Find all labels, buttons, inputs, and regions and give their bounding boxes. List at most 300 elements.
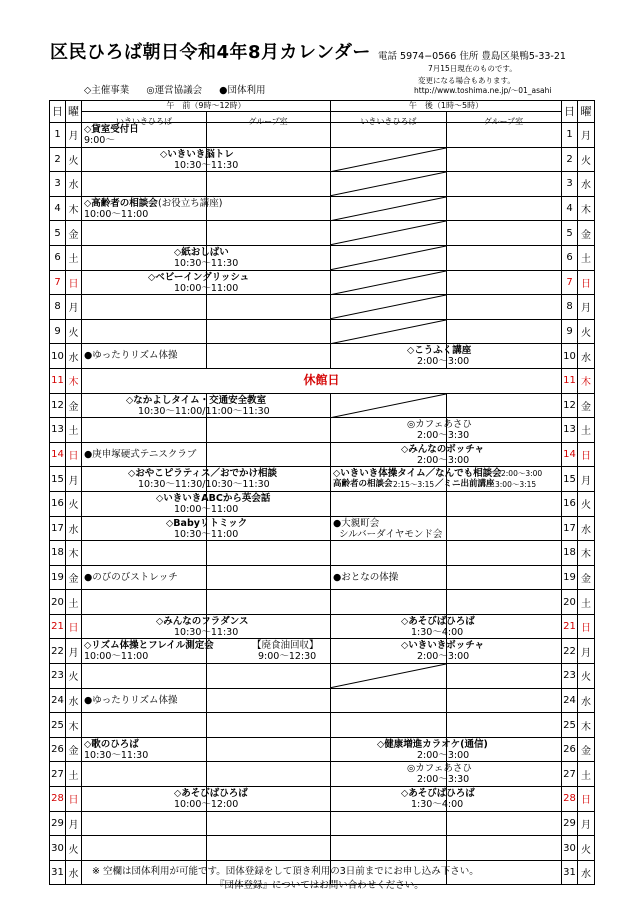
day-number-right: 21	[562, 614, 578, 639]
day-number-right: 26	[562, 737, 578, 762]
weekday: 木	[66, 368, 82, 393]
day-number-right: 20	[562, 590, 578, 615]
room-divider	[206, 566, 207, 590]
day-number-right: 31	[562, 860, 578, 885]
day-row	[50, 787, 595, 812]
day-row	[50, 491, 595, 516]
pm-cell	[331, 245, 562, 270]
weekday: 木	[66, 196, 82, 221]
day-number: 18	[50, 541, 66, 566]
day-row	[50, 713, 595, 738]
weekday-right: 金	[578, 737, 595, 762]
day-number: 10	[50, 344, 66, 369]
legend-item: ●団体利用	[219, 85, 266, 96]
day-number-right: 10	[562, 344, 578, 369]
event-entry: ◇こうふく講座	[407, 345, 472, 357]
unavailable-slash	[331, 394, 561, 418]
am-cell	[82, 541, 331, 566]
weekday: 日	[66, 787, 82, 812]
header-weekday: 曜	[66, 101, 82, 123]
am-cell	[82, 688, 331, 713]
unavailable-slash	[331, 172, 561, 196]
day-number: 15	[50, 467, 66, 492]
am-cell	[82, 147, 331, 172]
am-cell	[82, 590, 331, 615]
unavailable-slash	[331, 295, 561, 319]
weekday: 火	[66, 491, 82, 516]
day-number: 20	[50, 590, 66, 615]
room-divider	[446, 590, 447, 614]
day-row	[50, 762, 595, 787]
day-number-right: 23	[562, 664, 578, 689]
day-row	[50, 639, 595, 664]
room-divider	[446, 689, 447, 713]
day-number: 31	[50, 860, 66, 885]
day-number-right: 1	[562, 123, 578, 148]
pm-cell	[331, 713, 562, 738]
weekday-right: 日	[578, 442, 595, 467]
day-number: 6	[50, 245, 66, 270]
pm-cell	[331, 196, 562, 221]
event-entry: 10:30〜11:30/10:30〜11:30	[138, 479, 270, 491]
day-number: 12	[50, 393, 66, 418]
day-number-right: 11	[562, 368, 578, 393]
room-divider	[206, 836, 207, 860]
am-cell	[82, 787, 331, 812]
header-pm-rooms	[331, 112, 562, 126]
event-entry: 2:00〜3:30	[417, 774, 470, 786]
day-number: 4	[50, 196, 66, 221]
day-number-right: 22	[562, 639, 578, 664]
weekday: 金	[66, 221, 82, 246]
pm-cell	[331, 811, 562, 836]
contact-info: 電話 5974−0566 住所 豊島区巣鴨5-33-21	[378, 51, 566, 62]
event-entry: 3:00〜3:15	[495, 480, 537, 490]
day-row	[50, 147, 595, 172]
unavailable-slash	[331, 148, 561, 172]
event-entry: 2:00〜3:00	[417, 749, 470, 761]
am-cell	[82, 614, 331, 639]
event-entry: ●おとなの体操	[333, 571, 399, 583]
event-entry: 9:00〜12:30	[258, 651, 317, 663]
event-entry: ◇いきいきボッチャ	[401, 640, 485, 652]
day-number-right: 5	[562, 221, 578, 246]
event-entry: ●のびのびストレッチ	[84, 571, 178, 583]
event-entry: ●ゆったりリズム体操	[84, 694, 178, 706]
pm-cell	[331, 491, 562, 516]
pm-cell	[331, 688, 562, 713]
room-divider	[446, 517, 447, 541]
event-entry: ◇みんなのボッチャ	[401, 443, 485, 455]
room-divider	[206, 123, 207, 147]
day-row	[50, 270, 595, 295]
event-entry: ◇歌のひろば	[84, 738, 139, 750]
weekday: 月	[66, 811, 82, 836]
unavailable-slash	[331, 197, 561, 221]
event-entry: 10:00〜11:00	[174, 282, 239, 294]
day-number: 2	[50, 147, 66, 172]
day-number-right: 4	[562, 196, 578, 221]
event-entry: 10:30〜11:30	[174, 159, 239, 171]
day-number: 27	[50, 762, 66, 787]
weekday: 日	[66, 614, 82, 639]
weekday: 火	[66, 664, 82, 689]
event-entry: ◇リズム体操とフレイル測定会	[84, 640, 214, 652]
event-entry: 10:00〜11:00	[84, 208, 149, 220]
day-number: 3	[50, 172, 66, 197]
am-cell	[82, 639, 331, 664]
day-row	[50, 836, 595, 861]
event-entry: ●大親町会	[333, 517, 380, 529]
day-row	[50, 418, 595, 443]
event-entry: ◎カフェあさひ	[407, 419, 472, 431]
am-cell	[82, 196, 331, 221]
day-number: 7	[50, 270, 66, 295]
day-number-right: 16	[562, 491, 578, 516]
weekday: 金	[66, 565, 82, 590]
day-number-right: 12	[562, 393, 578, 418]
event-entry: 1:30〜4:00	[411, 626, 464, 638]
weekday: 月	[66, 467, 82, 492]
event-entry: 10:00〜11:00	[84, 651, 149, 663]
event-entry: 1:30〜4:00	[411, 799, 464, 811]
day-number: 1	[50, 123, 66, 148]
am-cell	[82, 295, 331, 320]
footer-note-2: 『団体登録』についてはお問い合わせください。	[215, 880, 424, 891]
event-entry: ／ミニ出前講座	[435, 479, 495, 490]
room-divider	[206, 590, 207, 614]
room-divider	[206, 418, 207, 442]
event-entry: ◎カフェあさひ	[407, 763, 472, 775]
weekday-right: 日	[578, 614, 595, 639]
weekday: 水	[66, 344, 82, 369]
pm-cell	[331, 516, 562, 541]
pm-cell	[331, 418, 562, 443]
day-number: 8	[50, 295, 66, 320]
am-cell	[82, 270, 331, 295]
room-divider	[206, 738, 207, 762]
day-number: 17	[50, 516, 66, 541]
event-entry: ●庚申塚硬式テニスクラブ	[84, 448, 197, 460]
weekday: 火	[66, 319, 82, 344]
day-row	[50, 245, 595, 270]
calendar-table	[49, 100, 595, 885]
room-divider	[206, 344, 207, 368]
day-number-right: 6	[562, 245, 578, 270]
day-row	[50, 295, 595, 320]
weekday: 水	[66, 172, 82, 197]
room-divider	[206, 664, 207, 688]
pm-cell	[331, 295, 562, 320]
weekday-right: 木	[578, 541, 595, 566]
event-entry: 10:30〜11:30	[174, 626, 239, 638]
weekday: 金	[66, 393, 82, 418]
day-row	[50, 541, 595, 566]
room-divider	[206, 812, 207, 836]
room-divider	[206, 762, 207, 786]
weekday-right: 金	[578, 393, 595, 418]
am-cell	[82, 811, 331, 836]
room-divider	[206, 221, 207, 245]
weekday-right: 土	[578, 245, 595, 270]
day-number: 13	[50, 418, 66, 443]
event-entry: ◇高齢者の相談会	[84, 197, 158, 209]
event-entry: ●ゆったりリズム体操	[84, 350, 178, 362]
event-entry: 10:30〜11:00	[174, 528, 239, 540]
weekday-right: 金	[578, 221, 595, 246]
weekday-right: 月	[578, 467, 595, 492]
day-row	[50, 467, 595, 492]
weekday-right: 火	[578, 664, 595, 689]
day-row	[50, 393, 595, 418]
event-entry: 2:00〜3:30	[417, 430, 470, 442]
am-cell	[82, 344, 331, 369]
pm-cell	[331, 123, 562, 148]
day-number-right: 9	[562, 319, 578, 344]
day-number: 21	[50, 614, 66, 639]
event-entry: 2:00〜3:00	[417, 651, 470, 663]
event-entry: 2:00〜3:00	[417, 454, 470, 466]
event-entry: ◇貸室受付日	[84, 124, 139, 135]
header-am-rooms	[82, 112, 331, 126]
day-number: 25	[50, 713, 66, 738]
pm-cell	[331, 762, 562, 787]
weekday: 火	[66, 147, 82, 172]
legend-item: ◇主催事業	[84, 85, 130, 96]
day-row	[50, 172, 595, 197]
am-cell	[82, 516, 331, 541]
day-number: 9	[50, 319, 66, 344]
am-cell	[82, 319, 331, 344]
weekday: 木	[66, 541, 82, 566]
pm-cell	[331, 565, 562, 590]
pm-cell	[331, 614, 562, 639]
am-cell	[82, 467, 331, 492]
unavailable-slash	[331, 221, 561, 245]
weekday-right: 水	[578, 688, 595, 713]
weekday: 金	[66, 737, 82, 762]
day-row	[50, 319, 595, 344]
event-entry: 10:30〜11:00/11:00〜11:30	[138, 405, 270, 417]
event-entry: 2:00〜3:00	[417, 356, 470, 368]
weekday-right: 月	[578, 811, 595, 836]
event-entry: ◇いきいき脳トレ	[160, 148, 234, 160]
day-row	[50, 442, 595, 467]
day-number-right: 28	[562, 787, 578, 812]
note-date: 7月15日現在のものです。	[428, 64, 517, 73]
event-entry: ◇Babyリトミック	[166, 517, 248, 529]
day-row	[50, 590, 595, 615]
weekday-right: 月	[578, 123, 595, 148]
pm-cell	[331, 590, 562, 615]
day-number-right: 2	[562, 147, 578, 172]
event-entry: ◇なかよしタイム・交通安全教室	[126, 394, 267, 406]
pm-cell	[331, 836, 562, 861]
event-entry: 【廃食油回収】	[252, 640, 319, 652]
pm-cell	[331, 393, 562, 418]
header-room1: いきいきひろば	[360, 117, 417, 126]
day-row	[50, 811, 595, 836]
unavailable-slash	[331, 320, 561, 344]
event-entry: 10:30〜11:30	[84, 749, 149, 761]
am-cell	[82, 491, 331, 516]
event-entry: 2:15〜3:15	[393, 480, 435, 490]
day-row	[50, 737, 595, 762]
am-cell	[82, 123, 331, 148]
day-number-right: 8	[562, 295, 578, 320]
pm-cell	[331, 147, 562, 172]
weekday: 月	[66, 639, 82, 664]
pm-cell	[331, 270, 562, 295]
weekday-right: 火	[578, 147, 595, 172]
day-number-right: 27	[562, 762, 578, 787]
closed-cell	[82, 368, 562, 393]
pm-cell	[331, 737, 562, 762]
weekday-right: 土	[578, 418, 595, 443]
pm-cell	[331, 344, 562, 369]
event-entry: シルバーダイヤモンド会	[339, 528, 443, 540]
weekday-right: 水	[578, 860, 595, 885]
day-row	[50, 368, 595, 393]
header-room1: いきいきひろば	[116, 117, 172, 126]
pm-cell	[331, 442, 562, 467]
am-cell	[82, 442, 331, 467]
event-entry: ◇いきいき体操タイム／なんでも相談会	[333, 468, 502, 480]
day-number: 14	[50, 442, 66, 467]
day-number: 28	[50, 787, 66, 812]
weekday: 木	[66, 713, 82, 738]
day-row	[50, 123, 595, 148]
weekday-right: 木	[578, 196, 595, 221]
room-divider	[206, 320, 207, 344]
weekday: 土	[66, 245, 82, 270]
room-divider	[446, 123, 447, 147]
am-cell	[82, 836, 331, 861]
event-entry: ◇健康増進カラオケ(通信)	[377, 738, 488, 750]
room-divider	[206, 541, 207, 565]
day-number-right: 29	[562, 811, 578, 836]
room-divider	[206, 443, 207, 467]
pm-cell	[331, 787, 562, 812]
day-number: 11	[50, 368, 66, 393]
day-number-right: 19	[562, 565, 578, 590]
event-entry: ◇あそびばひろば	[401, 788, 475, 800]
am-cell	[82, 172, 331, 197]
weekday-right: 日	[578, 270, 595, 295]
weekday-right: 火	[578, 491, 595, 516]
header-room2: グループ室	[248, 117, 288, 126]
day-row	[50, 221, 595, 246]
am-cell	[82, 762, 331, 787]
weekday-right: 土	[578, 762, 595, 787]
event-entry: ◇いきいきABCから英会話	[156, 492, 271, 504]
weekday-right: 木	[578, 713, 595, 738]
legend	[84, 82, 279, 96]
day-number-right: 13	[562, 418, 578, 443]
room-divider	[206, 689, 207, 713]
footer-note: ※ 空欄は団体利用が可能です。団体登録をして頂き利用の3日前までにお申し込み下さい。	[92, 866, 479, 877]
day-number: 30	[50, 836, 66, 861]
weekday-right: 金	[578, 565, 595, 590]
weekday: 火	[66, 836, 82, 861]
weekday-right: 水	[578, 172, 595, 197]
header-am: 午 前（9時〜12時）	[82, 101, 331, 112]
day-number-right: 18	[562, 541, 578, 566]
event-entry: ◇ベビーイングリッシュ	[148, 271, 250, 283]
weekday: 日	[66, 270, 82, 295]
event-entry: ◇みんなのフラダンス	[156, 615, 249, 627]
header-day-right: 日	[562, 101, 578, 123]
weekday: 水	[66, 860, 82, 885]
am-cell	[82, 245, 331, 270]
weekday: 土	[66, 418, 82, 443]
pm-cell	[331, 221, 562, 246]
weekday: 月	[66, 123, 82, 148]
legend-item: ◎運営協議会	[146, 85, 203, 96]
header-weekday-right: 曜	[578, 101, 595, 123]
weekday: 月	[66, 295, 82, 320]
am-cell	[82, 418, 331, 443]
note-change: 変更になる場合もあります。	[418, 76, 515, 85]
weekday-right: 水	[578, 516, 595, 541]
closed-label: 休館日	[303, 372, 340, 387]
am-cell	[82, 713, 331, 738]
website-url: http://www.toshima.ne.jp/〜01_asahi	[414, 86, 552, 95]
pm-cell	[331, 172, 562, 197]
day-number-right: 25	[562, 713, 578, 738]
day-number: 22	[50, 639, 66, 664]
weekday: 水	[66, 688, 82, 713]
weekday-right: 火	[578, 319, 595, 344]
weekday: 日	[66, 442, 82, 467]
weekday-right: 日	[578, 787, 595, 812]
pm-cell	[331, 664, 562, 689]
event-entry: (お役立ち講座)	[158, 197, 223, 209]
day-number: 5	[50, 221, 66, 246]
day-number-right: 15	[562, 467, 578, 492]
header-pm: 午 後（1時〜5時）	[331, 101, 562, 112]
event-entry: 10:00〜11:00	[174, 503, 239, 515]
event-entry: 2:00〜3:00	[501, 469, 543, 479]
room-divider	[446, 566, 447, 590]
day-number-right: 17	[562, 516, 578, 541]
day-number-right: 7	[562, 270, 578, 295]
weekday-right: 月	[578, 295, 595, 320]
weekday-right: 土	[578, 590, 595, 615]
pm-cell	[331, 639, 562, 664]
pm-cell	[331, 541, 562, 566]
weekday: 水	[66, 516, 82, 541]
unavailable-slash	[331, 271, 561, 295]
weekday: 土	[66, 590, 82, 615]
unavailable-slash	[331, 664, 561, 688]
event-entry: 9:00〜	[84, 135, 115, 146]
day-row	[50, 565, 595, 590]
room-divider	[446, 541, 447, 565]
day-number-right: 24	[562, 688, 578, 713]
day-number: 16	[50, 491, 66, 516]
weekday-right: 月	[578, 639, 595, 664]
event-entry: 10:30〜11:30	[174, 257, 239, 269]
day-number: 29	[50, 811, 66, 836]
day-number-right: 3	[562, 172, 578, 197]
header-day: 日	[50, 101, 66, 123]
unavailable-slash	[331, 246, 561, 270]
event-entry: ◇あそびばひろば	[401, 615, 475, 627]
event-entry: ◇あそびばひろば	[174, 788, 248, 800]
day-row	[50, 196, 595, 221]
room-divider	[446, 812, 447, 836]
